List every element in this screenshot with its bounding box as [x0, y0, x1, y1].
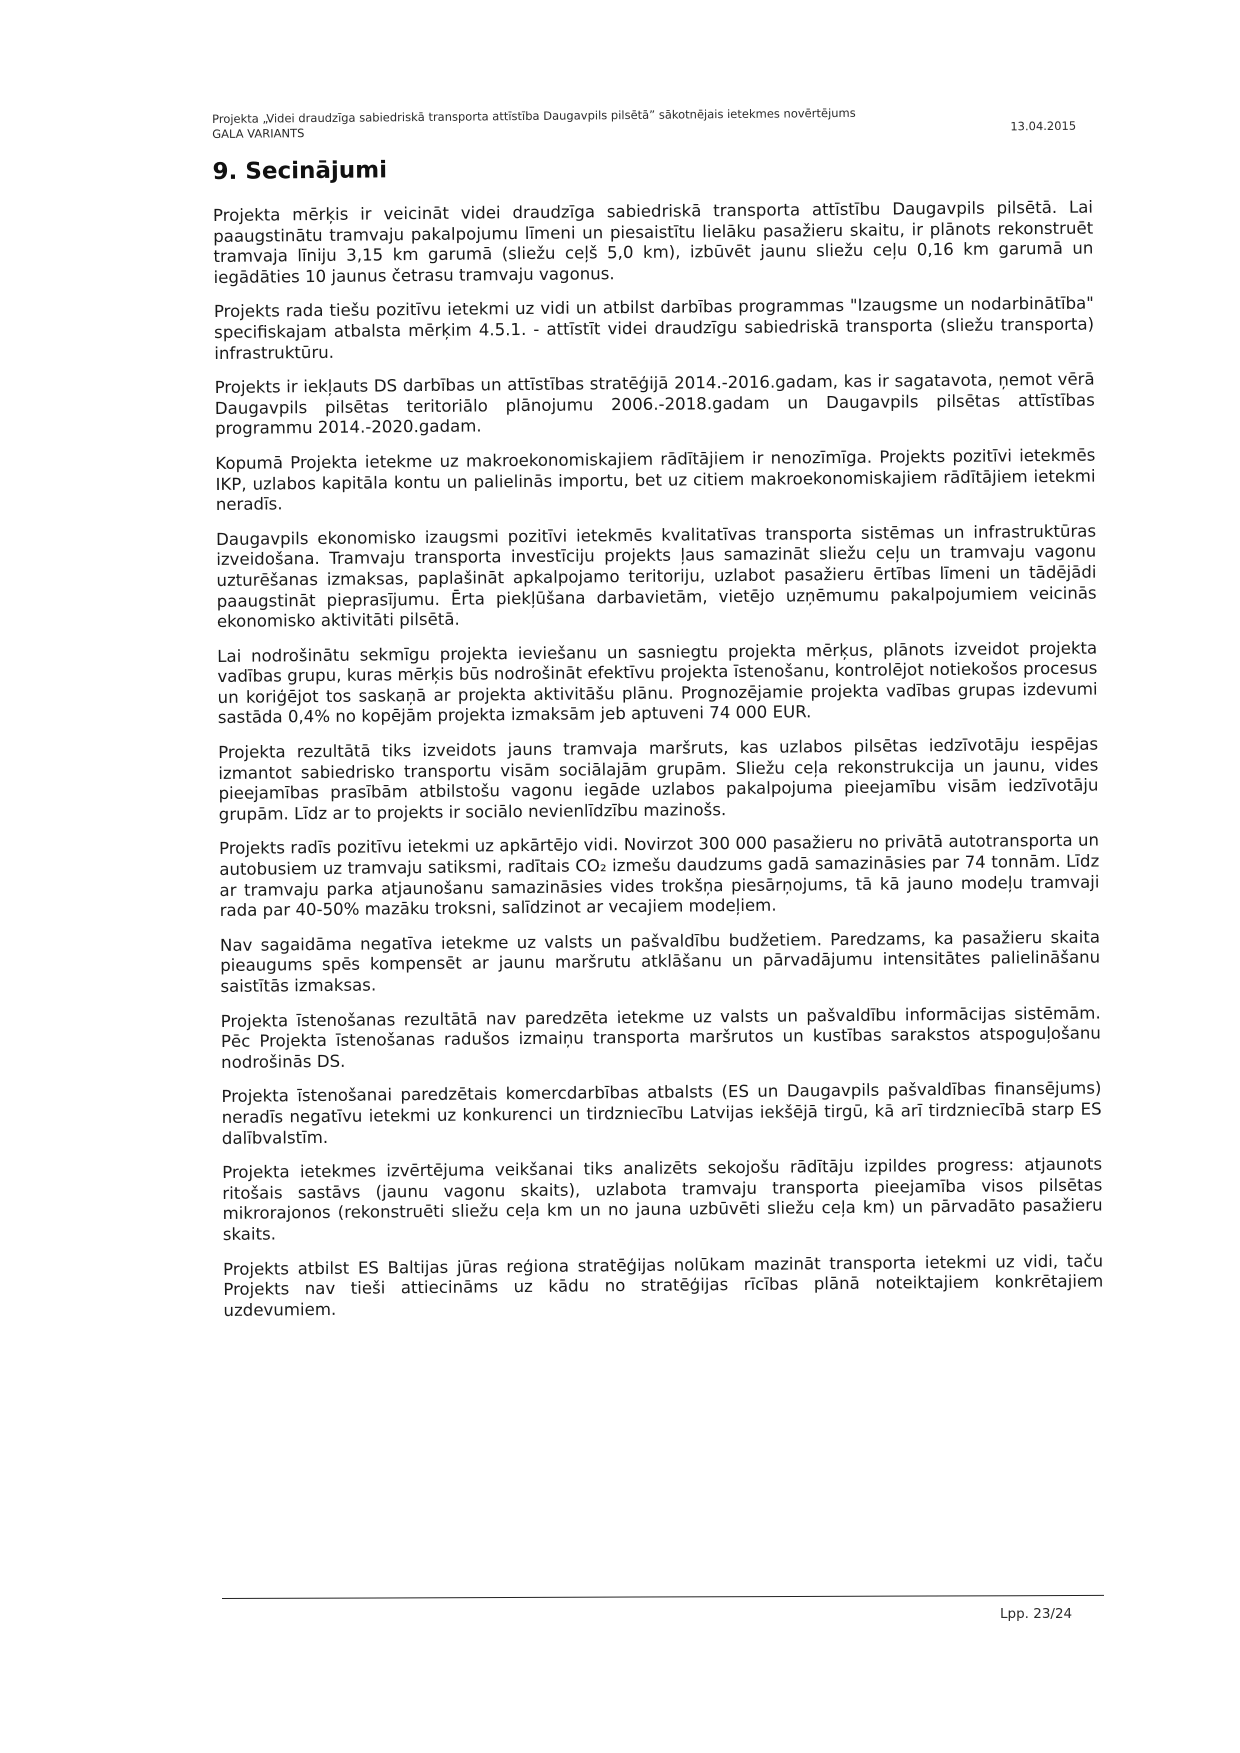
- paragraph: Kopumā Projekta ietekme uz makroekonomiskajiem rādītājiem ir nenozīmīga. Projekts pozitīvi ietekmēs IKP, uzlabos kapitāla kontu un palielinās importu, bet uz citiem makroekonomiskajiem rādītājiem ietekmi neradīs.: [215, 445, 1096, 515]
- paragraph: Projekta īstenošanas rezultātā nav paredzēta ietekme uz valsts un pašvaldību informācijas sistēmām. Pēc Projekta īstenošanas radušos izmaiņu transporta maršrutos un kustības sarakstos atspoguļošanu nodrošinās DS.: [220, 1003, 1101, 1072]
- page-number: Lpp. 23/24: [1000, 1606, 1073, 1622]
- paragraph: Projekta īstenošanai paredzētais komercdarbības atbalsts (ES un Daugavpils pašvaldības finansējums) neradīs negatīvu ietekmi uz konkurenci un tirdzniecību Latvijas iekšējā tirgū, kā arī tirdzniecībā starp ES dalībvalstīm.: [221, 1078, 1102, 1148]
- paragraph: Daugavpils ekonomisko izaugsmi pozitīvi ietekmēs kvalitatīvas transporta sistēmas un infrastruktūras izveidošana. Tramvaju transporta investīciju projekts ļaus samazināt sliežu ceļu un tramvaju vagonu uzturēšanas izmaksas, paplašināt apkalpojamo teritoriju, uzlabot pasažieru ērtības līmeni un tādējādi paaugstināt pieprasījumu. Ērta piekļūšana darbavietām, vietējo uzņēmumu pakalpojumiem veicinās ekonomisko aktivitāti pilsētā.: [216, 521, 1097, 632]
- paragraph: Projekts ir iekļauts DS darbības un attīstības stratēģijā 2014.-2016.gadam, kas ir sagatavota, ņemot vērā Daugavpils pilsētas teritoriālo plānojumu 2006.-2018.gadam un Daugavpils pilsētas attīstības programmu 2014.-2020.gadam.: [214, 369, 1095, 439]
- page-content: [212, 104, 1104, 1336]
- header-date: 13.04.2015: [1010, 118, 1077, 134]
- paragraph: Projekts radīs pozitīvu ietekmi uz apkārtējo vidi. Novirzot 300 000 pasažieru no privātā autotransporta un autobusiem uz tramvaju satiksmi, radītais CO₂ izmešu daudzums gadā samazināsies par 74 tonnām. Līdz ar tramvaju parka atjaunošanu samazināsies vides trokšņa piesārņojums, tā kā jauno modeļu tramvaji rada par 40-50% mazāku troksni, salīdzinot ar vecajiem modeļiem.: [218, 830, 1100, 921]
- paragraph: Lai nodrošinātu sekmīgu projekta ieviešanu un sasniegtu projekta mērķus, plānots izveidot projekta vadības grupu, kuras mērķis būs nodrošināt efektīvu projekta īstenošanu, kontrolējot notiekošos procesus un koriģējot tos saskaņā ar projekta aktivitāšu plānu. Prognozējamie projekta vadības grupas izdevumi sastāda 0,4% no kopējām projekta izmaksām jeb aptuveni 74 000 EUR.: [217, 638, 1098, 728]
- paragraph: Projekts rada tiešu pozitīvu ietekmi uz vidi un atbilst darbības programmas "Izaugsme un nodarbinātība" specifiskajam atbalsta mērķim 4.5.1. - attīstīt videi draudzīgu sabiedriskā transporta (sliežu transporta) infrastruktūru.: [213, 293, 1095, 363]
- paragraph: Projekts atbilst ES Baltijas jūras reģiona stratēģijas nolūkam mazināt transporta ietekmi uz vidi, taču Projekts nav tieši attiecināms uz kādu no stratēģijas rīcības plānā noteiktajiem konkrētajiem uzdevumiem.: [223, 1251, 1104, 1320]
- paragraph: Projekta ietekmes izvērtējuma veikšanai tiks analizēts sekojošu rādītāju izpildes progress: atjaunots ritošais sastāvs (jaunu vagonu skaits), uzlabota tramvaju transporta pieejamība visos pilsētas mikrorajonos (rekonstruēti sliežu ceļa km un no jauna uzbūvēti sliežu ceļa km) un pārvadāto pasažieru skaits.: [222, 1154, 1103, 1244]
- section-title: Secinājumi: [245, 157, 388, 185]
- footer-divider: [222, 1595, 1104, 1599]
- paragraph: Nav sagaidāma negatīva ietekme uz valsts un pašvaldību budžetiem. Paredzams, ka pasažieru skaita pieaugums spēs kompensēt ar jaunu maršrutu atklāšanu un pārvadājumu intensitātes palielināšanu saistītās izmaksas.: [219, 927, 1101, 996]
- header-variant: GALA VARIANTS: [212, 126, 305, 141]
- paragraph: Projekta rezultātā tiks izveidots jauns tramvaja maršruts, kas uzlabos pilsētas iedzīvotāju iespējas izmantot sabiedrisko transportu visām sociālajām grupām. Sliežu ceļa rekonstrukcija un jaunu, vides pieejamības prasībām atbilstošu vagonu iegāde uzlabos pakalpojuma pieejamību visām iedzīvotāju grupām. Līdz ar to projekts ir sociālo nevienlīdzību mazinošs.: [218, 734, 1099, 824]
- section-heading: [212, 150, 1092, 186]
- paragraph: Projekta mērķis ir veicināt videi draudzīga sabiedriskā transporta attīstību Daugavpils pilsētā. Lai paaugstinātu tramvaju pakalpojumu līmeni un piesaistītu lielāku pasažieru skaitu, ir plānots rekonstruēt tramvaja līniju 3,15 km garumā (sliežu ceļš 5,0 km), izbūvēt jaunu sliežu ceļu 0,16 km garumā un iegādāties 10 jaunus četrasu tramvaju vagonus.: [212, 197, 1094, 287]
- section-number: 9.: [212, 158, 238, 185]
- header-title: Projekta „Videi draudzīga sabiedriskā transporta attīstība Daugavpils pilsētā” sākotnējais ietekmes novērtējums: [212, 105, 856, 126]
